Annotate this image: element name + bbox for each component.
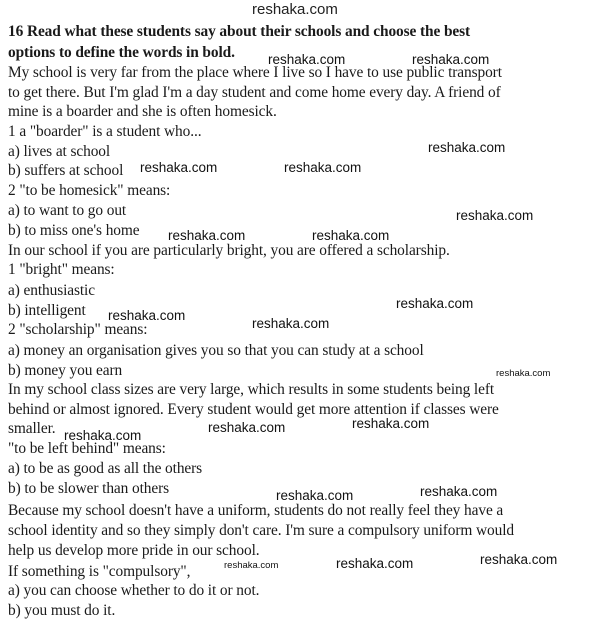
site-watermark: reshaka.com	[208, 420, 286, 435]
site-watermark: reshaka.com	[108, 308, 186, 323]
site-watermark: reshaka.com	[396, 296, 474, 311]
passage-4-line-1: Because my school doesn't have a uniform, students do not really feel they have a	[8, 502, 504, 519]
question-left-behind-option-b: b) to be slower than others	[8, 480, 169, 497]
exercise-heading-line-1: 16 Read what these students say about their schools and choose the best	[8, 23, 471, 40]
question-left-behind-option-a: a) to be as good as all the others	[8, 460, 203, 477]
question-boarder-option-a: a) lives at school	[8, 143, 111, 160]
question-compulsory-option-b: b) you must do it.	[8, 602, 116, 619]
site-watermark: reshaka.com	[224, 560, 279, 571]
question-compulsory-option-a: a) you can choose whether to do it or not.	[8, 582, 260, 599]
question-left-behind-prompt: "to be left behind" means:	[8, 440, 166, 457]
question-scholarship-prompt: 2 "scholarship" means:	[8, 321, 148, 338]
site-watermark: reshaka.com	[480, 552, 558, 567]
passage-2: In our school if you are particularly bright, you are offered a scholarship.	[8, 242, 450, 259]
passage-1-line-3: mine is a boarder and she is often homesick.	[8, 103, 277, 120]
passage-3-line-1: In my school class sizes are very large, which results in some students being left	[8, 381, 495, 398]
question-boarder-prompt: 1 a "boarder" is a student who...	[8, 123, 202, 140]
question-scholarship-option-b: b) money you earn	[8, 362, 123, 379]
site-watermark: reshaka.com	[268, 52, 346, 67]
question-bright-option-a: a) enthusiastic	[8, 282, 95, 299]
site-watermark: reshaka.com	[428, 140, 506, 155]
site-watermark: reshaka.com	[456, 208, 534, 223]
passage-1-line-2: to get there. But I'm glad I'm a day student and come home every day. A friend of	[8, 84, 501, 101]
passage-3-line-2: behind or almost ignored. Every student would get more attention if classes were	[8, 401, 499, 418]
passage-4-line-3: help us develop more pride in our school.	[8, 542, 260, 559]
passage-3-line-3: smaller.	[8, 420, 56, 437]
site-watermark: reshaka.com	[276, 488, 354, 503]
site-watermark: reshaka.com	[312, 228, 390, 243]
exercise-heading-line-2: options to define the words in bold.	[8, 44, 235, 61]
site-watermark: reshaka.com	[496, 368, 551, 379]
site-watermark: reshaka.com	[252, 1, 338, 18]
question-boarder-option-b: b) suffers at school	[8, 162, 124, 179]
question-compulsory-prompt: If something is "compulsory",	[8, 563, 191, 580]
question-homesick-prompt: 2 "to be homesick" means:	[8, 182, 171, 199]
site-watermark: reshaka.com	[168, 228, 246, 243]
site-watermark: reshaka.com	[252, 316, 330, 331]
question-bright-option-b: b) intelligent	[8, 302, 86, 319]
question-scholarship-option-a: a) money an organisation gives you so that you can study at a school	[8, 342, 424, 359]
site-watermark: reshaka.com	[64, 428, 142, 443]
passage-4-line-2: school identity and so they simply don't care. I'm sure a compulsory uniform would	[8, 522, 515, 539]
site-watermark: reshaka.com	[336, 556, 414, 571]
question-homesick-option-a: a) to want to go out	[8, 202, 127, 219]
question-bright-prompt: 1 "bright" means:	[8, 261, 115, 278]
site-watermark: reshaka.com	[420, 484, 498, 499]
site-watermark: reshaka.com	[412, 52, 490, 67]
question-homesick-option-b: b) to miss one's home	[8, 222, 140, 239]
passage-1-line-1: My school is very far from the place where I live so I have to use public transport	[8, 64, 502, 81]
site-watermark: reshaka.com	[352, 416, 430, 431]
site-watermark: reshaka.com	[140, 160, 218, 175]
site-watermark: reshaka.com	[284, 160, 362, 175]
